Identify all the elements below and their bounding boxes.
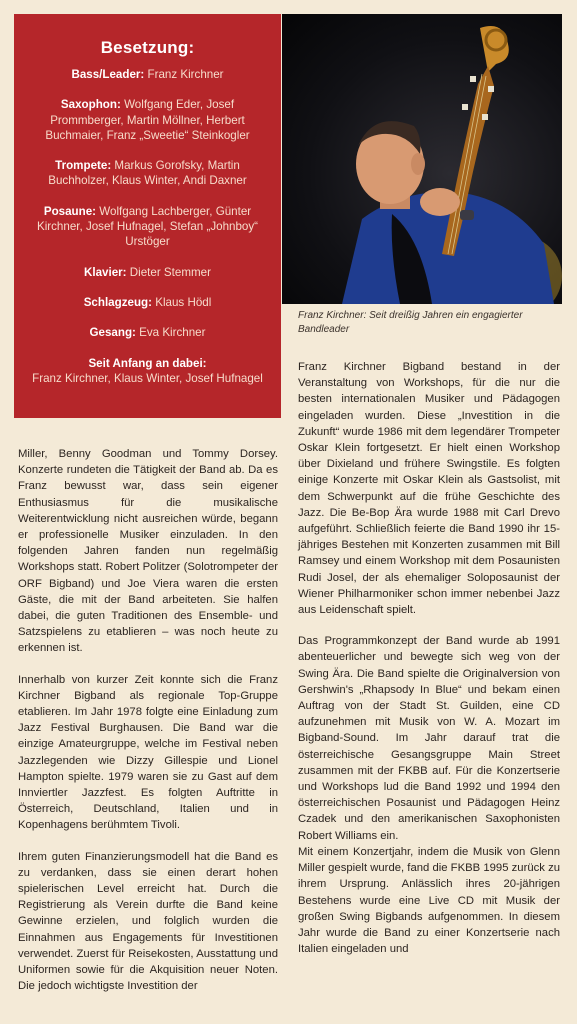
lineup-role: Seit Anfang an dabei: — [88, 356, 207, 370]
paragraph: Franz Kirchner Bigband bestand in der Veranstaltung von Workshops, für die nur die besten internationalen Musiker und Pädagogen eingeladen wurden. Diese „Investition in die Zukunft“ wurde 1986 mit dem legendärer Trompeter Oskar Klein fortgesetzt. Er hielt einen Workshop über Dixieland und frühere Swingstile. Es folgten einige Konzerte mit Oskar Klein als Gastsolist, mit dem Schwerpunkt auf die frühe Geschichte des Jazz. Die Be-Bop Ära wurde 1988 mit Carl Drevo aufgeführt. Schließlich feierte die Band 1990 ihr 15-jähriges Bestehen mit Konzerten zusammen mit Bill Ramsey und einem Workshop mit dem Posaunisten Rudi Josel, der als ehemaliger Soloposaunist der Wiener Philharmoniker schon immer nebenbei Jazz aus Leidenschaft spielt. — [298, 361, 560, 617]
lineup-names: Klaus Hödl — [155, 295, 212, 309]
lineup-role: Trompete: — [55, 159, 112, 173]
lineup-entry-posaune — [26, 204, 269, 250]
lineup-entry-schlagzeug — [26, 295, 269, 310]
lineup-names: Markus Gorofsky, Martin Buchholzer, Klaus Winter, Andi Daxner — [48, 159, 247, 188]
lineup-names: Eva Kirchner — [139, 326, 206, 340]
lineup-entry-bass — [26, 67, 269, 82]
lineup-names: Wolfgang Lachberger, Günter Kirchner, Josef Hufnagel, Stefan „Johnboy“ Urstöger — [36, 204, 259, 249]
lineup-role: Posaune: — [43, 204, 97, 218]
lineup-entry-gesang — [26, 325, 269, 340]
lineup-role: Schlagzeug: — [83, 295, 152, 309]
lineup-entry-trompete — [26, 158, 269, 189]
lineup-role: Saxophon: — [60, 98, 121, 112]
lineup-names: Franz Kirchner, Klaus Winter, Josef Hufnagel — [32, 371, 263, 385]
bandleader-photo — [282, 14, 562, 304]
lineup-role: Klavier: — [84, 265, 127, 279]
lineup-names: Dieter Stemmer — [129, 265, 211, 279]
text-column-right — [298, 359, 560, 972]
paragraph: Mit einem Konzertjahr, indem die Musik von Glenn Miller gespielt wurde, fand die FKBB 1995 zurück zu ihrem Ursprung. Anlässlich ihres 20-jährigen Bestehens wurde eine Live CD mit Musik der großen Swing Bigbands aufgenommen. In diesem Jahr wurde die Band zu einer Konzertserie nach Italien eingeladen und — [298, 845, 560, 956]
lineup-entry-seit-anfang — [26, 356, 269, 387]
lineup-box — [14, 14, 281, 418]
text-column-left — [18, 446, 278, 1010]
lineup-names: Wolfgang Eder, Josef Prommberger, Martin Möllner, Herbert Buchmaier, Franz „Sweetie“ Steinkogler — [45, 98, 250, 142]
paragraph: Innerhalb von kurzer Zeit konnte sich die Franz Kirchner Bigband als regionale Top-Gruppe etablieren. Im Jahr 1978 folgte eine Einladung zum Jazz Festival Burghausen. Die Band war die einzige Amateurgruppe, welche im Festival neben Jazzlegenden wie Dizzy Gillespie und Lionel Hampton spielte. 1979 waren sie zu Gast auf dem Innviertler Jazzfest. Es folgten Auftritte in Österreich, Deutschland, Italien und in Kopenhagens berühmtem Tivoli. — [18, 673, 278, 832]
lineup-entry-klavier — [26, 265, 269, 280]
lineup-names: Franz Kirchner — [147, 68, 224, 81]
lineup-title: Besetzung: — [100, 38, 195, 57]
lineup-role: Gesang: — [89, 326, 136, 340]
paragraph: Ihrem guten Finanzierungsmodell hat die Band es zu verdanken, dass sie einen derart hohen spielerischen Level erreicht hat. Durch die Registrierung als Verein durfte die Band keine Gewinne erzielen, und folglich wurden die Einnahmen aus Engagements für Investitionen verwendet. Zuerst für Reisekosten, Ausstattung und Uniformen sowie für die Akquisition neuer Noten. Die jedoch wichtigste Investition der — [18, 850, 278, 993]
photo-caption: Franz Kirchner: Seit dreißig Jahren ein engagierter Bandleader — [298, 310, 523, 335]
bass-player-illustration — [282, 14, 562, 304]
paragraph: Das Programmkonzept der Band wurde ab 1991 abenteuerlicher und bewegte sich weg von der Swing Ära. Die Band spielte die Originalversion von Gershwin's „Rhapsody In Blue“ und bekam einen Auftrag von der Stadt St. Guilden, eine CD aufzunehmen mit Musik von W. A. Mozart im Bigband-Sound. Im Jahr darauf trat die österreichische Gesangsgruppe Main Street zusammen mit der FKBB auf. Für die Konzertserie und Workshops lud die Band 1992 und 1994 den österreichischen Posaunist und Pädagogen Heinz Czadek und den amerikanischen Saxophonisten Robert Williams ein. — [298, 635, 560, 842]
paragraph: Miller, Benny Goodman und Tommy Dorsey. Konzerte rundeten die Tätigkeit der Band ab. Da es Franz bewusst war, dass sein eigener Enthusiasmus für die musikalische Weiterentwicklung nicht ausreichen würde, begann er professionelle Musiker einzuladen. In den folgenden Jahren fanden nun regelmäßig Workshops statt. Robert Politzer (Solotrompeter der ORF Bigband) und Joe Viera waren die ersten Gäste, die mit der Band arbeiteten. Sie halfen dabei, die guten Traditionen des Ensemble- und Satzspielens zu etablieren – was noch heute zu erkennen ist. — [18, 448, 278, 655]
lineup-role: Bass/Leader: — [71, 68, 145, 81]
lineup-entry-saxophon — [26, 97, 269, 143]
